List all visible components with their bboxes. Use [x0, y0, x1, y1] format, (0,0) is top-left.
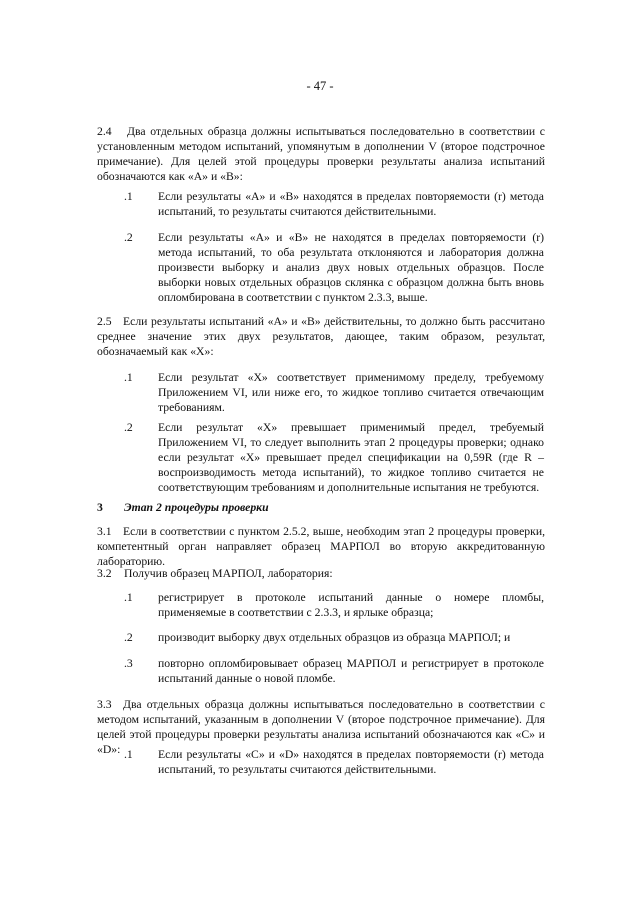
item-2-4-1-number: .1: [124, 190, 133, 203]
section-2-5-text: Если результаты испытаний «А» и «В» действительны, то должно быть рассчитано среднее значение этих двух результатов, дающее, таким образом, результат, обозначаемый как «Х»:: [97, 315, 545, 359]
item-2-5-2-number: .2: [124, 421, 133, 434]
item-3-3-1-number: .1: [124, 748, 133, 761]
item-3-2-2-number: .2: [124, 631, 133, 644]
item-3-3-1-text: Если результаты «С» и «D» находятся в пределах повторяемости (r) метода испытаний, то результаты считаются действительными.: [158, 748, 544, 777]
item-2-4-2-text: Если результаты «А» и «В» не находятся в пределах повторяемости (r) метода испытаний, то оба результата отклоняются и лаборатория должна произвести выборку и анализ двух новых отдельных образцов. После выборки новых отдельных образцов склянка с образцом должна быть вновь опломбирована в соответствии с пунктом 2.3.3, выше.: [158, 231, 544, 305]
item-2-4-1-text: Если результаты «А» и «В» находятся в пределах повторяемости (r) метода испытаний, то результаты считаются действительными.: [158, 190, 544, 219]
section-3-3-text: Два отдельных образца должны испытываться последовательно в соответствии с методом испытаний, указанным в дополнении V (второе подстрочное примечание). Для целей этой процедуры проверки результаты анализа испытаний обозначаются как «С» и «D»:: [97, 698, 545, 757]
item-3-2-2-text: производит выборку двух отдельных образцов из образца МАРПОЛ; и: [158, 631, 511, 644]
section-3-3-number: 3.3: [97, 698, 112, 711]
section-3-1-text: Если в соответствии с пунктом 2.5.2, выше, необходим этап 2 процедуры проверки, компетентный орган направляет образец МАРПОЛ во вторую аккредитованную лабораторию.: [97, 525, 545, 569]
item-3-2-1-text: регистрирует в протоколе испытаний данные о номере пломбы, применяемые в соответствии с 2.3.3, и ярлыке образца;: [158, 591, 544, 620]
item-2-5-1-number: .1: [124, 371, 133, 384]
item-2-5-2-text: Если результат «Х» превышает применимый предел, требуемый Приложением VI, то следует выполнить этап 2 процедуры проверки; однако если результат «Х» превышает предел спецификации на 0,59R (где R – воспроизводимость метода испытаний), то жидкое топливо считается не соответствующим требованиям и дополнительные испытания не требуются.: [158, 421, 544, 495]
section-3-1-number: 3.1: [97, 525, 112, 538]
section-2-5-number: 2.5: [97, 315, 112, 328]
item-3-2-3-text: повторно опломбировывает образец МАРПОЛ и регистрирует в протоколе испытаний данные о новой пломбе.: [158, 657, 544, 686]
page-number: - 47 -: [306, 79, 334, 93]
item-3-2-1-number: .1: [124, 591, 133, 604]
section-2-4-number: 2.4: [97, 125, 112, 138]
section-2-4-text: Два отдельных образца должны испытываться последовательно в соответствии с установленным методом испытаний, упомянутым в дополнении V (второе подстрочное примечание). Для целей этой процедуры проверки результаты анализа испытаний обозначаются как «А» и «В»:: [97, 125, 545, 184]
section-3-2-text: Получив образец МАРПОЛ, лаборатория:: [124, 567, 333, 580]
item-3-2-3-number: .3: [124, 657, 133, 670]
section-3-number: 3: [97, 501, 103, 514]
section-3-title: Этап 2 процедуры проверки: [124, 501, 269, 514]
section-3-2-number: 3.2: [97, 567, 112, 580]
item-2-4-2-number: .2: [124, 231, 133, 244]
item-2-5-1-text: Если результат «Х» соответствует применимому пределу, требуемому Приложением VI, или ниже его, то жидкое топливо считается отвечающим требованиям.: [158, 371, 544, 415]
